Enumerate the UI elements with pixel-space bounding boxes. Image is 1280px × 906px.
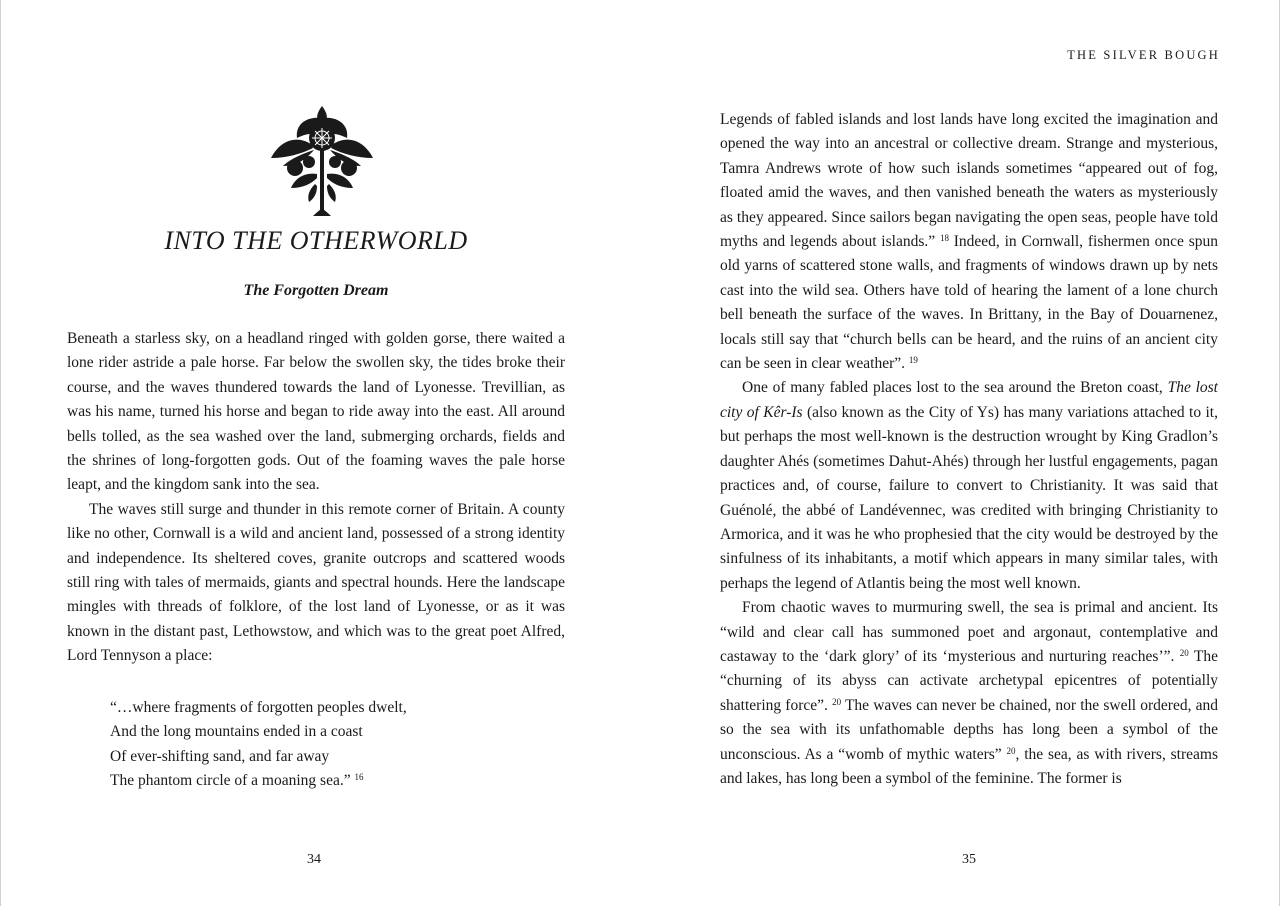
page-number: 35 bbox=[962, 852, 976, 867]
footnote-ref: 20 bbox=[1006, 745, 1016, 756]
footnote-ref: 20 bbox=[832, 696, 842, 707]
text-span: From chaotic waves to murmuring swell, the sea is primal and ancient. Its “wild and clear call has summoned poet and argonaut, contemplative and castaway to the ‘dark glory’ of its ‘mysterious and nurturing reaches’”. bbox=[720, 599, 1218, 665]
chapter-title: INTO THE OTHERWORLD bbox=[164, 226, 468, 255]
poem-line: “…where fragments of forgotten peoples dwelt, bbox=[110, 699, 407, 716]
paragraph bbox=[720, 596, 1218, 791]
running-head: THE SILVER BOUGH bbox=[1067, 48, 1220, 62]
text-span: (also known as the City of Ys) has many variations attached to it, but perhaps the most well-known is the destruction wrought by King Gradlon’s daughter Ahés (sometimes Dahut-Ahés) through her lustful engagements, pagan practices and, of course, failure to convert to Christianity. It was said that Guénolé, the abbé of Landévennec, was credited with bringing Christianity to Armorica, and it was he who prophesied that the city would be destroyed by the sinfulness of its inhabitants, a motif which appears in many similar tales, with perhaps the legend of Atlantis being the most well known. bbox=[720, 403, 1218, 592]
text-span: The waves can never be chained, nor the swell ordered, and so the sea with its unfathomable depths has long been a symbol of the unconscious. As a “womb of mythic waters” bbox=[720, 696, 1218, 763]
text-span: One of many fabled places lost to the sea around the Breton coast, bbox=[742, 379, 1168, 397]
page-number: 34 bbox=[307, 852, 321, 867]
left-body-text bbox=[67, 327, 565, 669]
italic-title: The lost city of Kêr-Is bbox=[720, 379, 1218, 421]
tree-of-life-ornament-icon bbox=[267, 104, 377, 218]
text-span: The “churning of its abyss can activate archetypal epicentres of potentially shattering force”. bbox=[720, 647, 1218, 714]
right-body-text bbox=[720, 108, 1218, 791]
paragraph bbox=[720, 108, 1218, 376]
text-span: Indeed, in Cornwall, fishermen once spun old yarns of scattered stone walls, and fragments of windows drawn up by nets cast into the wild sea. Others have told of hearing the lament of a lone church bell beneath the surface of the waves. In Brittany, in the Bay of Douarnenez, locals still say that “church bells can be heard, and the ruins of an ancient city can be seen in clear weather”. bbox=[720, 233, 1218, 373]
footnote-ref: 16 bbox=[354, 772, 364, 783]
footnote-ref: 18 bbox=[939, 233, 949, 244]
footnote-ref: 20 bbox=[1179, 647, 1189, 658]
poem-line: And the long mountains ended in a coast bbox=[110, 723, 363, 741]
poem-line bbox=[110, 769, 407, 793]
poem-line-text: The phantom circle of a moaning sea.” bbox=[110, 772, 351, 790]
text-span: , the sea, as with rivers, streams and lakes, has long been a symbol of the feminine. The former is bbox=[720, 745, 1218, 787]
footnote-ref: 19 bbox=[908, 355, 918, 366]
paragraph: The waves still surge and thunder in this remote corner of Britain. A county like no other, Cornwall is a wild and ancient land, possessed of a strong identity and independence. Its sheltered coves, granite outcrops and scattered woods still ring with tales of mermaids, giants and spectral hounds. Here the landscape mingles with threads of folklore, of the lost land of Lyonesse, or as it was known in the distant past, Lethowstow, and which was to the great poet Alfred, Lord Tennyson a place: bbox=[67, 500, 565, 665]
chapter-subtitle: The Forgotten Dream bbox=[243, 282, 389, 299]
paragraph: Beneath a starless sky, on a headland ringed with golden gorse, there waited a lone rider astride a pale horse. Far below the swollen sky, the tides broke their course, and the waves thundered towards the land of Lyonesse. Trevillian, as was his name, turned his horse and began to ride away into the east. All around bells tolled, as the sea washed over the land, submerging orchards, fields and the shrines of long-forgotten gods. Out of the foaming waves the pale horse leapt, and the kingdom sank into the sea. bbox=[67, 330, 565, 494]
right-page bbox=[640, 0, 1280, 906]
paragraph bbox=[720, 376, 1218, 596]
poem-quote bbox=[110, 696, 407, 794]
text-span: Legends of fabled islands and lost lands have long excited the imagination and opened the way into an ancestral or collective dream. Strange and mysterious, Tamra Andrews wrote of how such islands sometimes “appeared out of fog, floated amid the waves, and then vanished beneath the waters as mysteriously as they appeared. Since sailors began navigating the open seas, people have told myths and legends about islands.” bbox=[720, 111, 1218, 251]
poem-line: Of ever-shifting sand, and far away bbox=[110, 747, 330, 765]
